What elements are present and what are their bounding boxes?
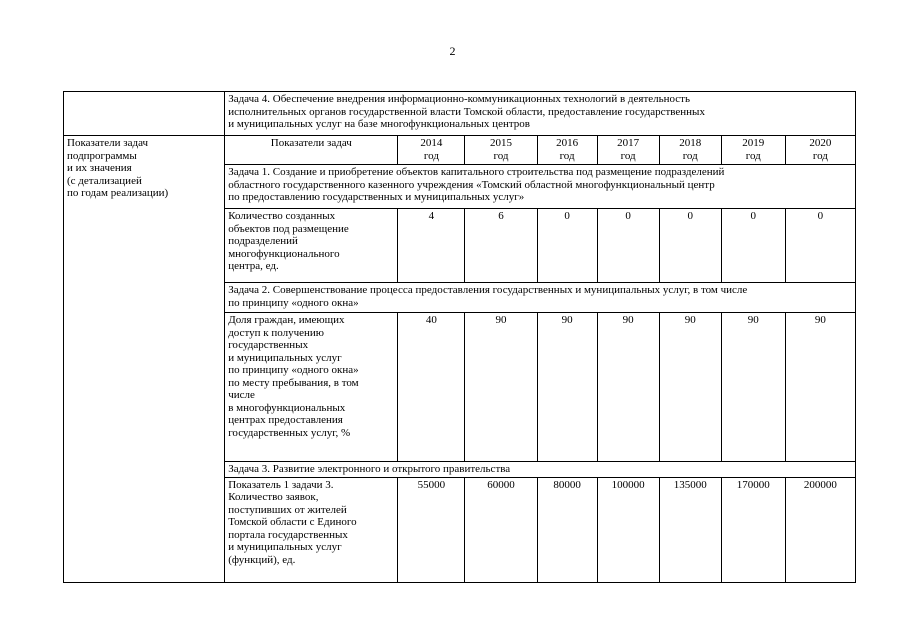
- value-cell: 90: [785, 313, 855, 462]
- value-cell: 40: [398, 313, 465, 462]
- indicator-label: Доля граждан, имеющих доступ к получению государственных и муниципальных услуг по принципу «одного окна» по месту пребывания, в том числе в многофункциональных центрах предоставления государственных услуг, %: [225, 313, 398, 462]
- value-cell: 135000: [659, 477, 721, 582]
- task-4-title: Задача 4. Обеспечение внедрения информационно-коммуникационных технологий в деятельность исполнительных органов государственной власти Томской области, предоставление государственных и муниципальных услуг на базе многофункциональных центров: [225, 92, 856, 136]
- value-cell: 80000: [537, 477, 597, 582]
- indicators-header: Показатели задач: [225, 136, 398, 165]
- indicator-label: Показатель 1 задачи 3. Количество заявок, поступивших от жителей Томской области с Единого портала государственных и муниципальных услуг (функций), ед.: [225, 477, 398, 582]
- value-cell: 90: [597, 313, 659, 462]
- year-header: 2018 год: [659, 136, 721, 165]
- year-header: 2014 год: [398, 136, 465, 165]
- year-header: 2015 год: [465, 136, 537, 165]
- value-cell: 0: [597, 209, 659, 283]
- value-cell: 6: [465, 209, 537, 283]
- subprogram-indicators-table: [63, 91, 856, 583]
- value-cell: 90: [721, 313, 785, 462]
- task-1-title: Задача 1. Создание и приобретение объектов капитального строительства под размещение подразделений областного государственного казенного учреждения «Томский областной многофункциональный центр по предоставлению государственных и муниципальных услуг»: [225, 165, 856, 209]
- task-3-title: Задача 3. Развитие электронного и открытого правительства: [225, 462, 856, 478]
- value-cell: 0: [659, 209, 721, 283]
- value-cell: 90: [659, 313, 721, 462]
- year-header: 2017 год: [597, 136, 659, 165]
- value-cell: 60000: [465, 477, 537, 582]
- value-cell: 90: [465, 313, 537, 462]
- indicator-label: Количество созданных объектов под размещение подразделений многофункционального центра, ед.: [225, 209, 398, 283]
- value-cell: 0: [721, 209, 785, 283]
- value-cell: 100000: [597, 477, 659, 582]
- year-header: 2016 год: [537, 136, 597, 165]
- empty-cell: [64, 92, 225, 136]
- value-cell: 0: [537, 209, 597, 283]
- left-column-label: Показатели задач подпрограммы и их значения (с детализацией по годам реализации): [64, 136, 225, 583]
- value-cell: 55000: [398, 477, 465, 582]
- task-2-title: Задача 2. Совершенствование процесса предоставления государственных и муниципальных услуг, в том числе по принципу «одного окна»: [225, 283, 856, 313]
- value-cell: 90: [537, 313, 597, 462]
- year-header: 2020 год: [785, 136, 855, 165]
- page-number: 2: [449, 44, 456, 58]
- value-cell: 170000: [721, 477, 785, 582]
- value-cell: 0: [785, 209, 855, 283]
- value-cell: 4: [398, 209, 465, 283]
- value-cell: 200000: [785, 477, 855, 582]
- year-header: 2019 год: [721, 136, 785, 165]
